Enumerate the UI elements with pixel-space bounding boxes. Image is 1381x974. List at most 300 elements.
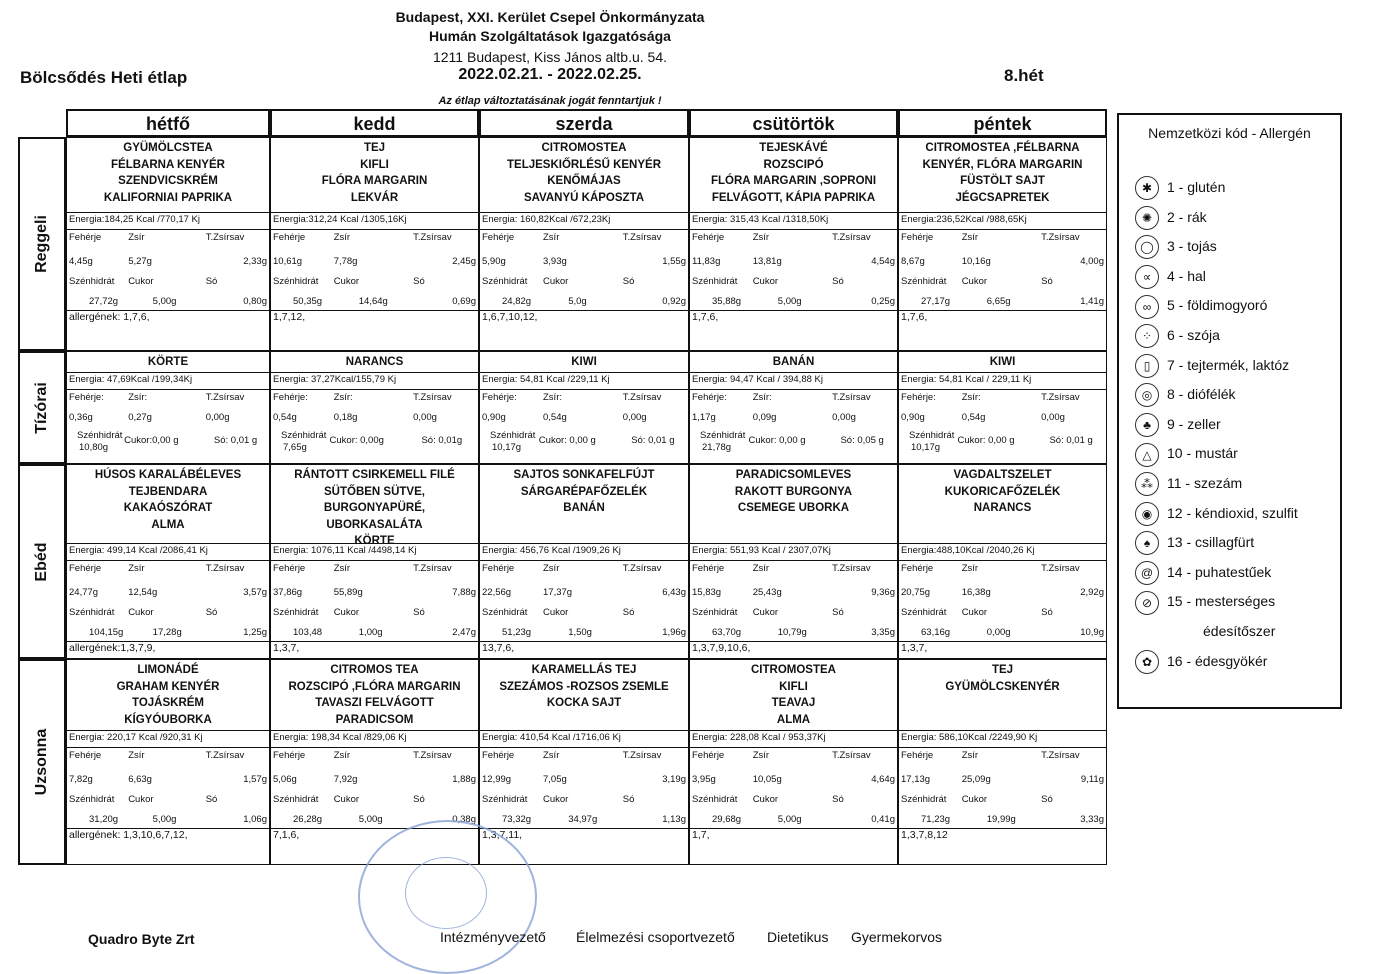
meal-name: Ebéd bbox=[33, 541, 50, 582]
protein-label: Fehérje bbox=[69, 563, 102, 574]
carb-value: 35,88g bbox=[712, 296, 742, 307]
satfat-value: 9,36g bbox=[871, 587, 895, 598]
divider bbox=[480, 560, 688, 561]
food-item: ALMA bbox=[776, 713, 811, 726]
divider bbox=[690, 747, 897, 748]
food-item: KAKAÓSZÓRAT bbox=[123, 502, 213, 514]
salt-value: Só: 0,01 g bbox=[213, 435, 258, 446]
fat-value: 25,09g bbox=[961, 774, 991, 785]
food-item: GYÜMÖLCSKENYÉR bbox=[945, 680, 1060, 693]
divider bbox=[271, 747, 478, 748]
day-header-2: szerda bbox=[479, 109, 689, 137]
fat-label: Zsír: bbox=[752, 392, 772, 403]
celery-icon: ♣ bbox=[1135, 413, 1159, 437]
food-item: TEAVAJ bbox=[771, 697, 816, 709]
protein-label: Fehérje bbox=[273, 563, 306, 574]
protein-label: Fehérje: bbox=[482, 392, 517, 403]
carb-label: Szénhidrát bbox=[69, 607, 115, 618]
carb-label: Szénhidrát bbox=[692, 794, 738, 805]
fat-label: Zsír bbox=[752, 232, 770, 243]
protein-value: 22,56g bbox=[482, 587, 512, 598]
satfat-value: 1,55g bbox=[662, 256, 686, 267]
fat-value: 0,18g bbox=[333, 412, 358, 423]
divider bbox=[690, 229, 897, 230]
day-header-1: kedd bbox=[270, 109, 479, 137]
food-items bbox=[67, 354, 269, 371]
sugar-value: Cukor: 0,00g bbox=[329, 435, 384, 446]
food-items bbox=[480, 140, 688, 206]
satfat-value: 0,00g bbox=[622, 412, 647, 423]
fat-label: Zsír bbox=[961, 232, 979, 243]
fat-value: 16,38g bbox=[961, 587, 991, 598]
salt-value: Só: 0,01g bbox=[421, 435, 463, 446]
legend-item bbox=[1135, 353, 1289, 377]
peanut-icon: ∞ bbox=[1135, 295, 1159, 319]
food-item: KIWI bbox=[571, 356, 597, 368]
carb-label: Szénhidrát bbox=[700, 430, 746, 441]
fat-value: 17,37g bbox=[543, 587, 573, 598]
divider bbox=[67, 730, 269, 731]
energy-value: Energia:236,52Kcal /988,65Kj bbox=[901, 214, 1027, 225]
sugar-value: 1,00g bbox=[358, 627, 383, 638]
divider bbox=[899, 310, 1106, 311]
signature-pediatrician: Gyermekorvos bbox=[851, 929, 943, 945]
fat-value: 7,78g bbox=[333, 256, 358, 267]
legend-item bbox=[1135, 205, 1207, 229]
fat-value: 55,89g bbox=[333, 587, 363, 598]
salt-label: Só bbox=[413, 276, 425, 287]
carb-value: 26,28g bbox=[293, 814, 323, 825]
salt-label: Só bbox=[1041, 607, 1053, 618]
food-item: LEKVÁR bbox=[350, 191, 399, 204]
divider bbox=[480, 229, 688, 230]
divider bbox=[67, 389, 269, 390]
protein-label: Fehérje bbox=[273, 750, 306, 761]
food-item: KÖRTE bbox=[354, 535, 395, 547]
divider bbox=[899, 389, 1106, 390]
meal-label-reggeli bbox=[18, 137, 66, 351]
carb-label: Szénhidrát bbox=[77, 430, 123, 441]
satfat-value: 2,45g bbox=[452, 256, 476, 267]
protein-value: 0,90g bbox=[482, 412, 506, 423]
sugar-label: Cukor bbox=[128, 607, 154, 618]
afternoon-cell bbox=[898, 659, 1107, 865]
legend-item bbox=[1135, 382, 1235, 406]
afternoon-cell bbox=[479, 659, 689, 865]
food-item: BANÁN bbox=[772, 356, 815, 368]
carb-label: Szénhidrát bbox=[490, 430, 536, 441]
divider bbox=[480, 372, 688, 373]
legend-label: 13 - csillagfürt bbox=[1167, 534, 1255, 551]
sugar-value: 5,00g bbox=[777, 296, 802, 307]
divider bbox=[271, 212, 478, 213]
satfat-label: T.Zsírsav bbox=[205, 750, 245, 761]
divider bbox=[899, 560, 1106, 561]
satfat-label: T.Zsírsav bbox=[832, 750, 871, 761]
satfat-label: T.Zsírsav bbox=[622, 392, 662, 403]
fat-label: Zsír bbox=[752, 563, 770, 574]
sugar-label: Cukor bbox=[128, 794, 154, 805]
lupin-icon: ♠ bbox=[1135, 531, 1159, 555]
carb-value: 21,78g bbox=[702, 442, 732, 453]
divider bbox=[690, 543, 897, 544]
divider bbox=[271, 543, 478, 544]
breakfast-cell bbox=[270, 137, 479, 351]
legend-title: Nemzetközi kód - Allergén bbox=[1148, 125, 1311, 141]
salt-label: Só bbox=[1041, 276, 1053, 287]
energy-value: Energia: 315,43 Kcal /1318,50Kj bbox=[692, 214, 829, 225]
sugar-value: 5,00g bbox=[777, 814, 802, 825]
official-stamp bbox=[358, 820, 537, 974]
legend-item bbox=[1135, 234, 1217, 258]
satfat-label: T.Zsírsav bbox=[205, 392, 245, 403]
energy-value: Energia: 586,10Kcal /2249,90 Kj bbox=[901, 732, 1038, 743]
protein-value: 5,06g bbox=[273, 774, 297, 785]
satfat-value: 6,43g bbox=[662, 587, 686, 598]
legend-label: 11 - szezám bbox=[1167, 475, 1243, 491]
protein-value: 8,67g bbox=[901, 256, 925, 267]
salt-value: 3,35g bbox=[871, 627, 895, 638]
food-item: TEJESKÁVÉ bbox=[759, 142, 828, 154]
snack-cell bbox=[898, 351, 1107, 464]
food-items bbox=[67, 140, 269, 206]
protein-label: Fehérje bbox=[692, 232, 725, 243]
food-item: NARANCS bbox=[345, 356, 404, 368]
snack-cell bbox=[479, 351, 689, 464]
energy-value: Energia: 1076,11 Kcal /4498,14 Kj bbox=[273, 545, 417, 556]
sugar-label: Cukor bbox=[961, 276, 988, 287]
fat-label: Zsír: bbox=[333, 392, 353, 403]
fat-label: Zsír: bbox=[961, 392, 981, 403]
food-item: BANÁN bbox=[563, 502, 605, 514]
salt-value: 2,47g bbox=[452, 627, 476, 638]
carb-value: 71,23g bbox=[921, 814, 951, 825]
allergen-list: 1,7, bbox=[692, 829, 710, 841]
food-item: NARANCS bbox=[973, 502, 1032, 514]
food-item: KENYÉR, FLÓRA MARGARIN bbox=[922, 158, 1083, 171]
food-item: CITROMOSTEA bbox=[541, 142, 627, 154]
food-item: TELJESKIŐRLÉSŰ KENYÉR bbox=[507, 158, 661, 171]
fat-value: 7,05g bbox=[543, 774, 567, 785]
fat-value: 5,27g bbox=[128, 256, 152, 267]
food-items bbox=[899, 662, 1106, 695]
sugar-value: 5,00g bbox=[152, 296, 177, 307]
footer-company: Quadro Byte Zrt bbox=[88, 931, 195, 947]
carb-label: Szénhidrát bbox=[69, 276, 115, 287]
food-items bbox=[690, 467, 897, 517]
protein-value: 12,99g bbox=[482, 774, 512, 785]
day-header-3: csütörtök bbox=[689, 109, 898, 137]
snack-cell bbox=[66, 351, 270, 464]
fat-value: 6,63g bbox=[128, 774, 152, 785]
salt-value: Só: 0,05 g bbox=[840, 435, 884, 446]
satfat-value: 2,92g bbox=[1080, 587, 1104, 598]
divider bbox=[67, 747, 269, 748]
day-header-4: péntek bbox=[898, 109, 1107, 137]
divider bbox=[690, 212, 897, 213]
nut-icon: ◎ bbox=[1135, 383, 1159, 407]
food-item: SAJTOS SONKAFELFÚJT bbox=[513, 469, 655, 481]
food-items bbox=[480, 662, 688, 712]
carb-value: 104,15g bbox=[89, 627, 124, 638]
satfat-label: T.Zsírsav bbox=[622, 563, 662, 574]
salt-value: 10,9g bbox=[1080, 627, 1104, 638]
sugar-label: Cukor bbox=[333, 276, 360, 287]
protein-label: Fehérje bbox=[901, 232, 934, 243]
salt-value: 3,33g bbox=[1080, 814, 1104, 825]
protein-value: 0,90g bbox=[901, 412, 925, 423]
salt-value: 1,41g bbox=[1080, 296, 1104, 307]
protein-label: Fehérje bbox=[273, 232, 306, 243]
protein-label: Fehérje: bbox=[273, 392, 308, 403]
snack-cell bbox=[270, 351, 479, 464]
energy-value: Energia: 37,27Kcal/155,79 Kj bbox=[273, 374, 397, 385]
divider bbox=[690, 560, 897, 561]
protein-label: Fehérje bbox=[692, 750, 725, 761]
satfat-label: T.Zsírsav bbox=[832, 563, 871, 574]
food-item: CITROMOSTEA bbox=[751, 664, 836, 676]
energy-value: Energia:184,25 Kcal /770,17 Kj bbox=[69, 214, 200, 225]
snack-cell bbox=[689, 351, 898, 464]
divider bbox=[67, 372, 269, 373]
energy-value: Energia: 47,69Kcal /199,34Kj bbox=[69, 374, 193, 385]
allergen-list: 13,7,6, bbox=[482, 642, 515, 654]
mustard-icon: △ bbox=[1135, 443, 1159, 467]
carb-label: Szénhidrát bbox=[482, 794, 528, 805]
divider bbox=[271, 560, 478, 561]
food-items bbox=[271, 467, 478, 550]
food-item: FLÓRA MARGARIN bbox=[321, 175, 428, 187]
food-items bbox=[690, 354, 897, 371]
divider bbox=[271, 641, 478, 642]
allergen-list: 1,3,7,8,12 bbox=[901, 829, 948, 841]
food-item: GRAHAM KENYÉR bbox=[116, 680, 220, 693]
satfat-label: T.Zsírsav bbox=[205, 563, 245, 574]
carb-label: Szénhidrát bbox=[901, 607, 947, 618]
satfat-label: T.Zsírsav bbox=[1041, 750, 1080, 761]
protein-value: 37,86g bbox=[273, 587, 303, 598]
protein-label: Fehérje: bbox=[69, 392, 104, 403]
divider bbox=[271, 730, 478, 731]
satfat-value: 9,11g bbox=[1080, 774, 1104, 785]
carb-value: 29,68g bbox=[712, 814, 742, 825]
legend-item bbox=[1135, 501, 1298, 525]
salt-value: 0,69g bbox=[452, 296, 476, 307]
food-item: SÁRGARÉPAFŐZELÉK bbox=[520, 485, 648, 498]
satfat-label: T.Zsírsav bbox=[622, 750, 662, 761]
energy-value: Energia: 220,17 Kcal /920,31 Kj bbox=[69, 732, 203, 743]
satfat-label: T.Zsírsav bbox=[832, 232, 871, 243]
legend-item bbox=[1135, 441, 1238, 465]
sugar-label: Cukor bbox=[543, 607, 569, 618]
legend-label: édesítőszer bbox=[1203, 623, 1276, 639]
salt-label: Só bbox=[622, 794, 635, 805]
divider bbox=[690, 730, 897, 731]
energy-value: Energia: 198,34 Kcal /829,06 Kj bbox=[273, 732, 407, 743]
protein-value: 0,36g bbox=[69, 412, 93, 423]
divider bbox=[899, 641, 1106, 642]
sulfite-icon: ◉ bbox=[1135, 502, 1159, 526]
food-item: FELVÁGOTT, KÁPIA PAPRIKA bbox=[711, 191, 876, 204]
protein-value: 0,54g bbox=[273, 412, 297, 423]
food-items bbox=[899, 467, 1106, 517]
food-item: SAVANYÚ KÁPOSZTA bbox=[523, 191, 645, 204]
food-items bbox=[690, 140, 897, 206]
allergen-list: 1,7,6, bbox=[901, 311, 928, 323]
allergen-list: allergének:1,3,7,9, bbox=[69, 642, 156, 654]
food-items bbox=[480, 354, 688, 371]
sugar-value: 5,00g bbox=[152, 814, 177, 825]
carb-label: Szénhidrát bbox=[273, 276, 319, 287]
divider bbox=[271, 389, 478, 390]
food-item: CITROMOS TEA bbox=[330, 664, 419, 676]
satfat-value: 1,88g bbox=[452, 774, 476, 785]
carb-value: 10,17g bbox=[911, 442, 941, 453]
legend-label: 5 - földimogyoró bbox=[1167, 297, 1268, 314]
salt-value: Só: 0,01 g bbox=[631, 435, 675, 446]
fat-label: Zsír bbox=[543, 232, 560, 243]
protein-value: 5,90g bbox=[482, 256, 506, 267]
fat-label: Zsír bbox=[543, 563, 560, 574]
divider bbox=[690, 310, 897, 311]
satfat-value: 1,57g bbox=[243, 774, 267, 785]
sugar-value: Cukor:0,00 g bbox=[124, 435, 179, 446]
salt-value: 1,13g bbox=[662, 814, 686, 825]
food-items bbox=[271, 354, 478, 371]
divider bbox=[67, 560, 269, 561]
sugar-value: 5,00g bbox=[358, 814, 383, 825]
divider bbox=[271, 229, 478, 230]
food-items bbox=[899, 354, 1106, 371]
food-item: PARADICSOMLEVES bbox=[735, 469, 852, 481]
protein-label: Fehérje bbox=[482, 750, 515, 761]
legend-label: 12 - kéndioxid, szulfit bbox=[1167, 504, 1298, 521]
lunch-cell bbox=[689, 464, 898, 659]
legend-item bbox=[1203, 619, 1275, 643]
food-item: KÍGYÓUBORKA bbox=[124, 713, 212, 726]
fat-label: Zsír bbox=[961, 750, 979, 761]
allergen-list: 1,7,12, bbox=[273, 311, 306, 323]
divider bbox=[899, 747, 1106, 748]
food-item: JÉGCSAPRETEK bbox=[955, 191, 1050, 204]
salt-value: 1,96g bbox=[662, 627, 686, 638]
satfat-value: 3,19g bbox=[662, 774, 686, 785]
energy-value: Energia: 54,81 Kcal /229,11 Kj bbox=[482, 374, 610, 385]
carb-value: 103,48 bbox=[293, 627, 323, 638]
satfat-value: 4,54g bbox=[871, 256, 895, 267]
allergen-list: 1,6,7,10,12, bbox=[482, 311, 538, 323]
sugar-value: 10,79g bbox=[777, 627, 807, 638]
legend-item bbox=[1135, 530, 1254, 554]
org-address: 1211 Budapest, Kiss János altb.u. 54. bbox=[432, 49, 667, 65]
food-item: KIFLI bbox=[360, 158, 389, 171]
salt-label: Só bbox=[622, 276, 635, 287]
breakfast-cell bbox=[66, 137, 270, 351]
food-item: RAKOTT BURGONYA bbox=[734, 485, 853, 498]
protein-value: 17,13g bbox=[901, 774, 931, 785]
fat-label: Zsír bbox=[128, 750, 145, 761]
legend-item bbox=[1135, 560, 1271, 584]
legend-item bbox=[1135, 175, 1225, 199]
sweetener-icon: ⊘ bbox=[1135, 591, 1159, 615]
salt-value: 1,25g bbox=[243, 627, 267, 638]
allergen-legend bbox=[1117, 113, 1342, 709]
sugar-value: 6,65g bbox=[986, 296, 1011, 307]
fat-value: 7,92g bbox=[333, 774, 358, 785]
sugar-label: Cukor bbox=[752, 276, 779, 287]
protein-value: 4,45g bbox=[69, 256, 93, 267]
protein-value: 1,17g bbox=[692, 412, 716, 423]
lunch-cell bbox=[270, 464, 479, 659]
crab-icon: ✺ bbox=[1135, 206, 1159, 230]
sugar-value: 17,28g bbox=[152, 627, 182, 638]
fat-label: Zsír bbox=[333, 750, 351, 761]
food-item: KIFLI bbox=[779, 680, 808, 693]
food-item: ROZSCIPÓ ,FLÓRA MARGARIN bbox=[288, 680, 461, 693]
sugar-label: Cukor bbox=[961, 607, 988, 618]
sugar-value: 1,50g bbox=[568, 627, 592, 638]
divider bbox=[690, 372, 897, 373]
fat-value: 3,93g bbox=[543, 256, 567, 267]
divider bbox=[480, 543, 688, 544]
legend-label: 4 - hal bbox=[1167, 267, 1206, 284]
meal-name: Uzsonna bbox=[33, 728, 50, 796]
salt-label: Só bbox=[832, 607, 844, 618]
divider bbox=[67, 229, 269, 230]
salt-label: Só bbox=[1041, 794, 1053, 805]
meal-name: Tízórai bbox=[33, 381, 50, 434]
carb-label: Szénhidrát bbox=[69, 794, 115, 805]
legend-label: 10 - mustár bbox=[1167, 445, 1238, 462]
protein-value: 10,61g bbox=[273, 256, 303, 267]
divider bbox=[480, 730, 688, 731]
week-number: 8.hét bbox=[1004, 66, 1044, 85]
lunch-cell bbox=[479, 464, 689, 659]
energy-value: Energia: 160,82Kcal /672,23Kj bbox=[482, 214, 611, 225]
food-item: KARAMELLÁS TEJ bbox=[531, 664, 637, 676]
protein-label: Fehérje bbox=[482, 232, 515, 243]
satfat-label: T.Zsírsav bbox=[205, 232, 245, 243]
carb-value: 27,17g bbox=[921, 296, 951, 307]
carb-value: 63,70g bbox=[712, 627, 742, 638]
protein-label: Fehérje: bbox=[692, 392, 727, 403]
carb-value: 51,23g bbox=[502, 627, 532, 638]
salt-label: Só bbox=[832, 276, 844, 287]
sugar-value: 19,99g bbox=[986, 814, 1016, 825]
divider bbox=[67, 543, 269, 544]
legend-label: 3 - tojás bbox=[1167, 238, 1217, 255]
satfat-label: T.Zsírsav bbox=[413, 232, 452, 243]
food-item: SZEZÁMOS -ROZSOS ZSEMLE bbox=[499, 680, 669, 693]
carb-value: 50,35g bbox=[293, 296, 323, 307]
salt-label: Só bbox=[622, 607, 635, 618]
salt-label: Só bbox=[832, 794, 844, 805]
sugar-value: Cukor: 0,00 g bbox=[538, 435, 596, 446]
fat-value: 0,27g bbox=[128, 412, 152, 423]
fat-label: Zsír: bbox=[128, 392, 148, 403]
salt-label: Só bbox=[205, 794, 218, 805]
carb-value: 73,32g bbox=[502, 814, 532, 825]
protein-value: 11,83g bbox=[692, 256, 721, 267]
allergen-list: 1,3,7, bbox=[901, 642, 928, 654]
energy-value: Energia:488,10Kcal /2040,26 Kj bbox=[901, 545, 1035, 556]
satfat-label: T.Zsírsav bbox=[622, 232, 662, 243]
food-item: ROZSCIPÓ bbox=[763, 158, 824, 171]
food-item: PARADICSOM bbox=[335, 713, 414, 726]
satfat-label: T.Zsírsav bbox=[1041, 392, 1080, 403]
divider bbox=[899, 543, 1106, 544]
energy-value: Energia:312,24 Kcal /1305,16Kj bbox=[273, 214, 407, 225]
